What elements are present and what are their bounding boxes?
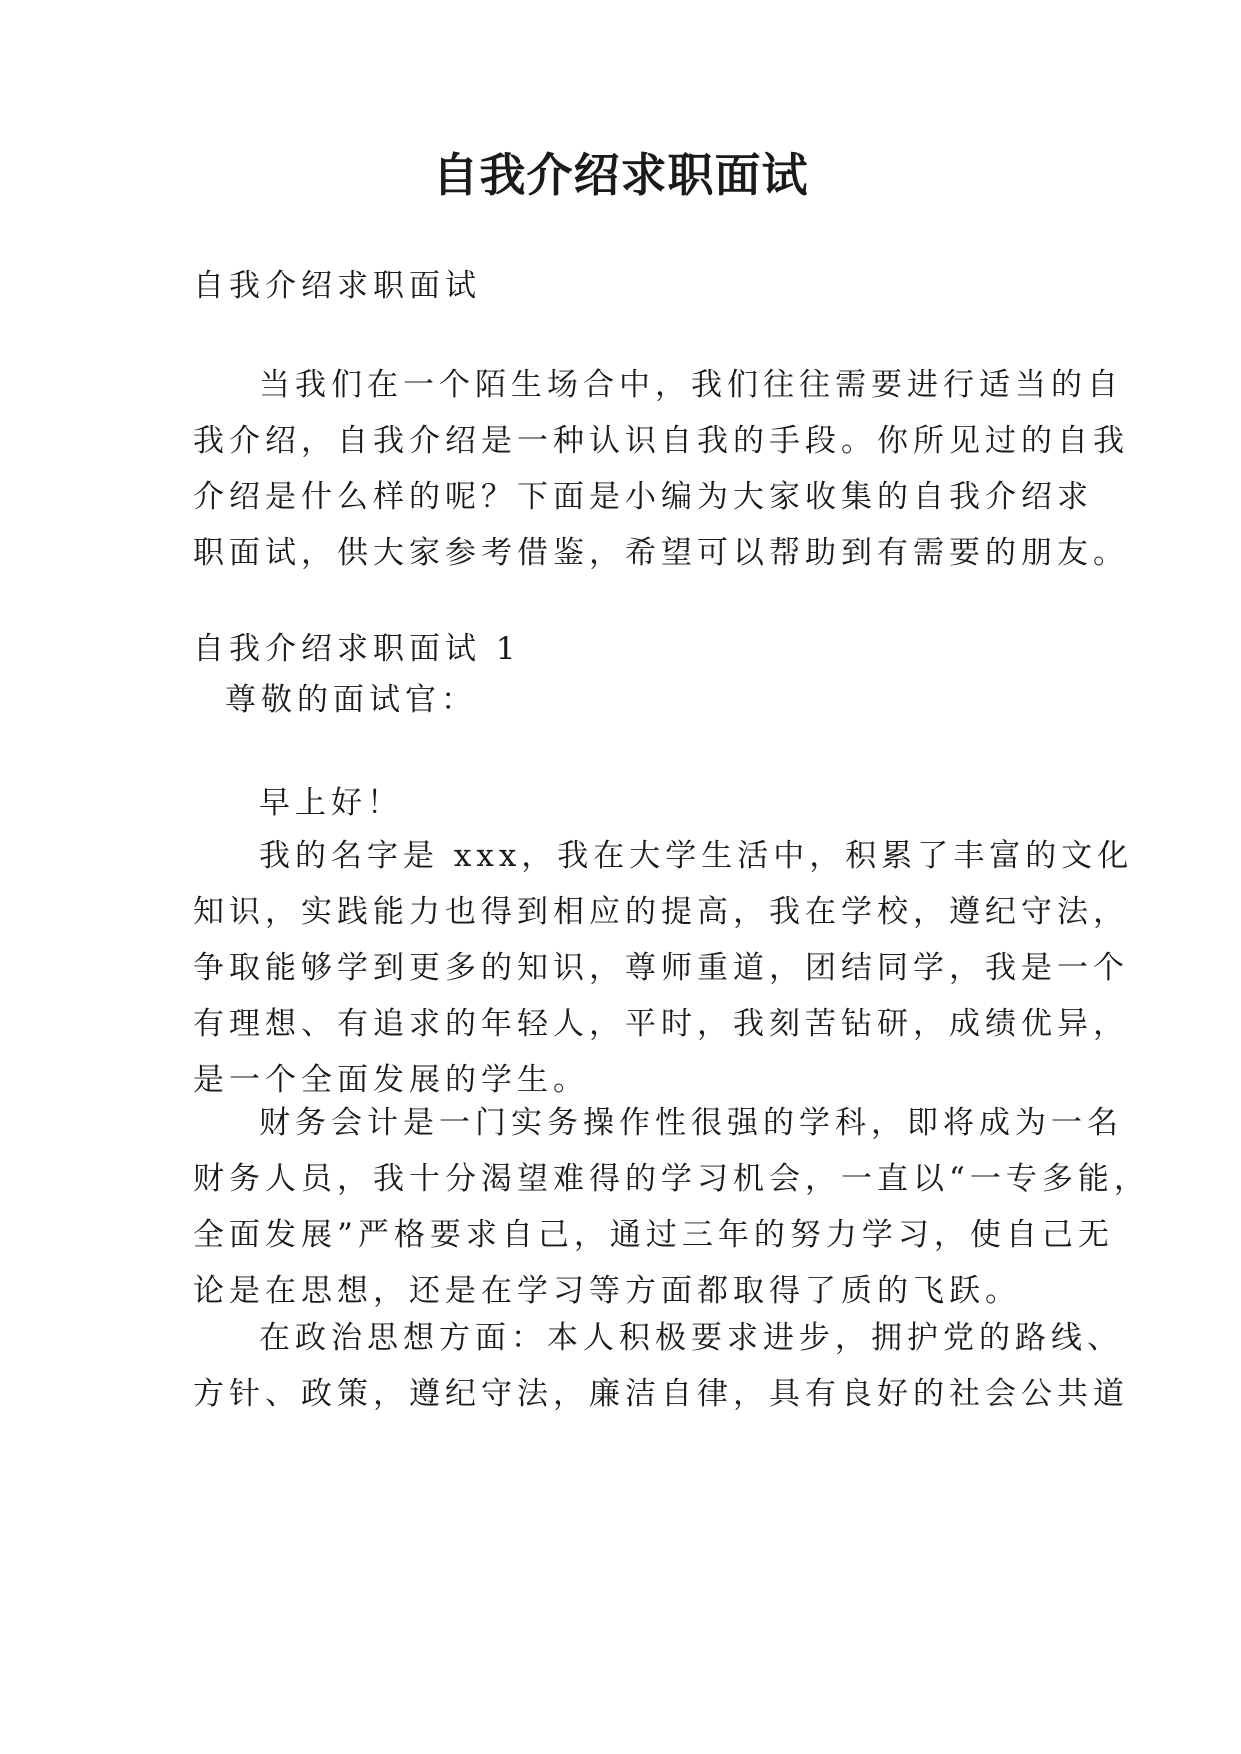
paragraph-3 (193, 1310, 1129, 1422)
paragraph-line: 全面发展”严格要求自己，通过三年的努力学习，使自己无 (193, 1217, 1114, 1253)
paragraph-line: 论是在思想，还是在学习等方面都取得了质的飞跃。 (193, 1273, 1021, 1309)
greeting-line: 早上好！ (259, 785, 403, 821)
subtitle-line: 自我介绍求职面试 (193, 268, 481, 304)
paragraph-2 (193, 1095, 1150, 1319)
paragraph-line: 介绍是什么样的呢？下面是小编为大家收集的自我介绍求 (193, 479, 1093, 515)
paragraph-line: 财务人员，我十分渴望难得的学习机会，一直以“一专多能， (193, 1161, 1150, 1197)
document-subtitle (193, 258, 1073, 314)
paragraph-line: 我介绍，自我介绍是一种认识自我的手段。你所见过的自我 (193, 423, 1129, 459)
paragraph-line: 我的名字是 xxx，我在大学生活中，积累了丰富的文化 (259, 838, 1134, 874)
paragraph-line: 争取能够学到更多的知识，尊师重道，团结同学，我是一个 (193, 950, 1129, 986)
section-heading (193, 621, 1073, 677)
greeting (193, 775, 1073, 831)
paragraph-line: 有理想、有追求的年轻人，平时，我刻苦钻研，成绩优异， (193, 1006, 1129, 1042)
salutation-line: 尊敬的面试官： (225, 682, 477, 718)
paragraph-line: 职面试，供大家参考借鉴，希望可以帮助到有需要的朋友。 (193, 535, 1129, 571)
paragraph-line: 在政治思想方面：本人积极要求进步，拥护党的路线、 (259, 1320, 1123, 1356)
paragraph-line: 财务会计是一门实务操作性很强的学科，即将成为一名 (259, 1105, 1123, 1141)
section-heading-line: 自我介绍求职面试 1 (193, 631, 521, 667)
paragraph-line: 方针、政策，遵纪守法，廉洁自律，具有良好的社会公共道 (193, 1376, 1129, 1412)
salutation (193, 672, 1073, 728)
paragraph-1 (193, 828, 1134, 1108)
document-title: 自我介绍求职面试 (432, 148, 809, 202)
paragraph-line: 知识，实践能力也得到相应的提高，我在学校，遵纪守法， (193, 894, 1129, 930)
paragraph-line: 当我们在一个陌生场合中，我们往往需要进行适当的自 (259, 367, 1123, 403)
intro-paragraph (193, 357, 1129, 581)
paragraph-line: 是一个全面发展的学生。 (193, 1062, 589, 1098)
